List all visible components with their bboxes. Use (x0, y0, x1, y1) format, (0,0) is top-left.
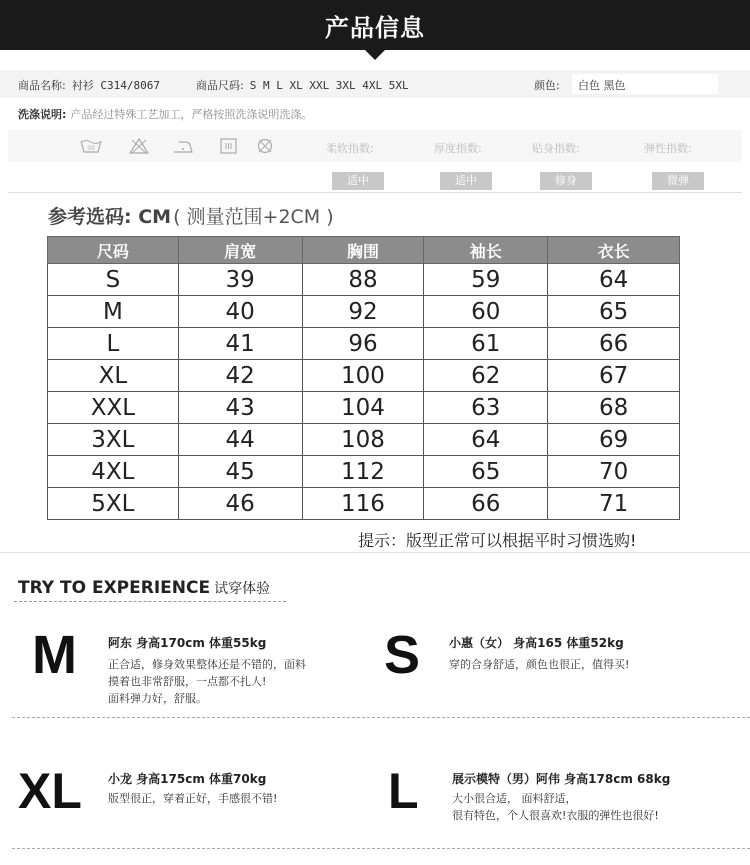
table-cell: 92 (302, 296, 424, 328)
table-cell: 65 (424, 456, 548, 488)
wash-text: 产品经过特殊工艺加工，严格按照洗涤说明洗涤。 (70, 108, 313, 121)
index-thickness-label: 厚度指数: (434, 142, 482, 155)
table-cell: 64 (548, 264, 680, 296)
try-title-underline (14, 601, 286, 602)
no-bleach-icon (128, 138, 150, 154)
tumble-dry-icon (218, 138, 240, 154)
index-softness-tag: 适中 (332, 172, 384, 190)
tester-info: 小惠（女） 身高165 体重52kg (449, 636, 624, 650)
table-cell: 43 (178, 392, 302, 424)
wash-label: 洗涤说明: (18, 108, 67, 121)
table-row (48, 456, 680, 488)
table-cell: 70 (548, 456, 680, 488)
table-cell: 42 (178, 360, 302, 392)
table-cell: 64 (424, 424, 548, 456)
table-cell: 59 (424, 264, 548, 296)
table-cell: 46 (178, 488, 302, 520)
index-elasticity-label: 弹性指数: (644, 142, 692, 155)
table-row (48, 488, 680, 520)
table-cell: 40 (178, 296, 302, 328)
table-cell: L (48, 328, 179, 360)
table-cell: 67 (548, 360, 680, 392)
table-row (48, 360, 680, 392)
product-sizes: 商品尺码: S M L XL XXL 3XL 4XL 5XL (196, 79, 409, 92)
table-cell: 66 (424, 488, 548, 520)
care-row (8, 130, 742, 162)
table-cell: 3XL (48, 424, 179, 456)
column-header: 衣长 (548, 237, 680, 264)
reference-title: 参考选码: CM ( 测量范围+2CM ) (48, 206, 334, 228)
table-cell: 71 (548, 488, 680, 520)
product-color-value: 白色 黑色 (578, 79, 626, 92)
table-cell: 44 (178, 424, 302, 456)
size-table (47, 236, 680, 520)
tester-review: 大小很合适， 面料舒适， 很有特色，个人很喜欢!衣服的弹性也很好! (452, 792, 659, 822)
tester-review: 正合适，修身效果整体还是不错的，面料 摸着也非常舒服，一点都不扎人! 面料弹力好，舒服。 (108, 658, 306, 705)
divider (8, 192, 742, 193)
table-cell: S (48, 264, 179, 296)
no-dry-clean-icon (254, 138, 276, 154)
index-fit-label: 贴身指数: (532, 142, 580, 155)
table-cell: 4XL (48, 456, 179, 488)
column-header: 肩宽 (178, 237, 302, 264)
table-cell: XL (48, 360, 179, 392)
table-cell: 108 (302, 424, 424, 456)
index-softness-label: 柔软指数: (326, 142, 374, 155)
tester-size-badge: L (388, 763, 419, 819)
index-fit-tag: 修身 (540, 172, 592, 190)
try-section-title: TRY TO EXPERIENCE 试穿体验 (18, 578, 271, 598)
table-cell: 100 (302, 360, 424, 392)
table-cell: 112 (302, 456, 424, 488)
tester-size-badge: S (384, 625, 421, 685)
table-cell: 39 (178, 264, 302, 296)
column-header: 袖长 (424, 237, 548, 264)
tip-text: 提示：版型正常可以根据平时习惯选购! (358, 531, 637, 550)
table-cell: 104 (302, 392, 424, 424)
column-header: 胸围 (302, 237, 424, 264)
table-cell: 65 (548, 296, 680, 328)
table-cell: 61 (424, 328, 548, 360)
table-cell: 63 (424, 392, 548, 424)
wash-30-icon (80, 138, 102, 154)
tester-review: 版型很正，穿着正好，手感很不错! (108, 792, 278, 805)
table-cell: 116 (302, 488, 424, 520)
table-row (48, 328, 680, 360)
table-cell: 66 (548, 328, 680, 360)
svg-text:30: 30 (87, 145, 95, 152)
tester-size-badge: XL (18, 763, 82, 819)
divider (0, 552, 750, 553)
product-color-label: 颜色: (534, 79, 560, 92)
table-row (48, 424, 680, 456)
table-cell: XXL (48, 392, 179, 424)
index-thickness-tag: 适中 (440, 172, 492, 190)
page-title: 产品信息 (325, 14, 425, 42)
table-cell: 96 (302, 328, 424, 360)
product-name: 商品名称: 衬衫 C314/8067 (18, 79, 160, 92)
tester-info: 展示模特（男）阿伟 身高178cm 68kg (452, 772, 671, 786)
table-cell: 60 (424, 296, 548, 328)
tester-size-badge: M (32, 625, 77, 685)
table-cell: 5XL (48, 488, 179, 520)
dashed-divider (12, 848, 750, 849)
table-row (48, 264, 680, 296)
dashed-divider (12, 717, 750, 718)
table-cell: 45 (178, 456, 302, 488)
column-header: 尺码 (48, 237, 179, 264)
table-cell: 68 (548, 392, 680, 424)
index-elasticity-tag: 微弹 (652, 172, 704, 190)
table-cell: 41 (178, 328, 302, 360)
iron-icon (172, 138, 194, 154)
table-cell: 88 (302, 264, 424, 296)
table-cell: 62 (424, 360, 548, 392)
header-notch (365, 50, 385, 60)
table-row (48, 392, 680, 424)
tester-info: 阿东 身高170cm 体重55kg (108, 636, 267, 650)
wash-instructions (0, 100, 750, 126)
table-cell: 69 (548, 424, 680, 456)
table-cell: M (48, 296, 179, 328)
size-table-header (48, 237, 680, 264)
table-row (48, 296, 680, 328)
product-color-box (572, 74, 718, 94)
tester-review: 穿的合身舒适，颜色也很正，值得买! (449, 658, 630, 671)
tester-info: 小龙 身高175cm 体重70kg (108, 772, 267, 786)
